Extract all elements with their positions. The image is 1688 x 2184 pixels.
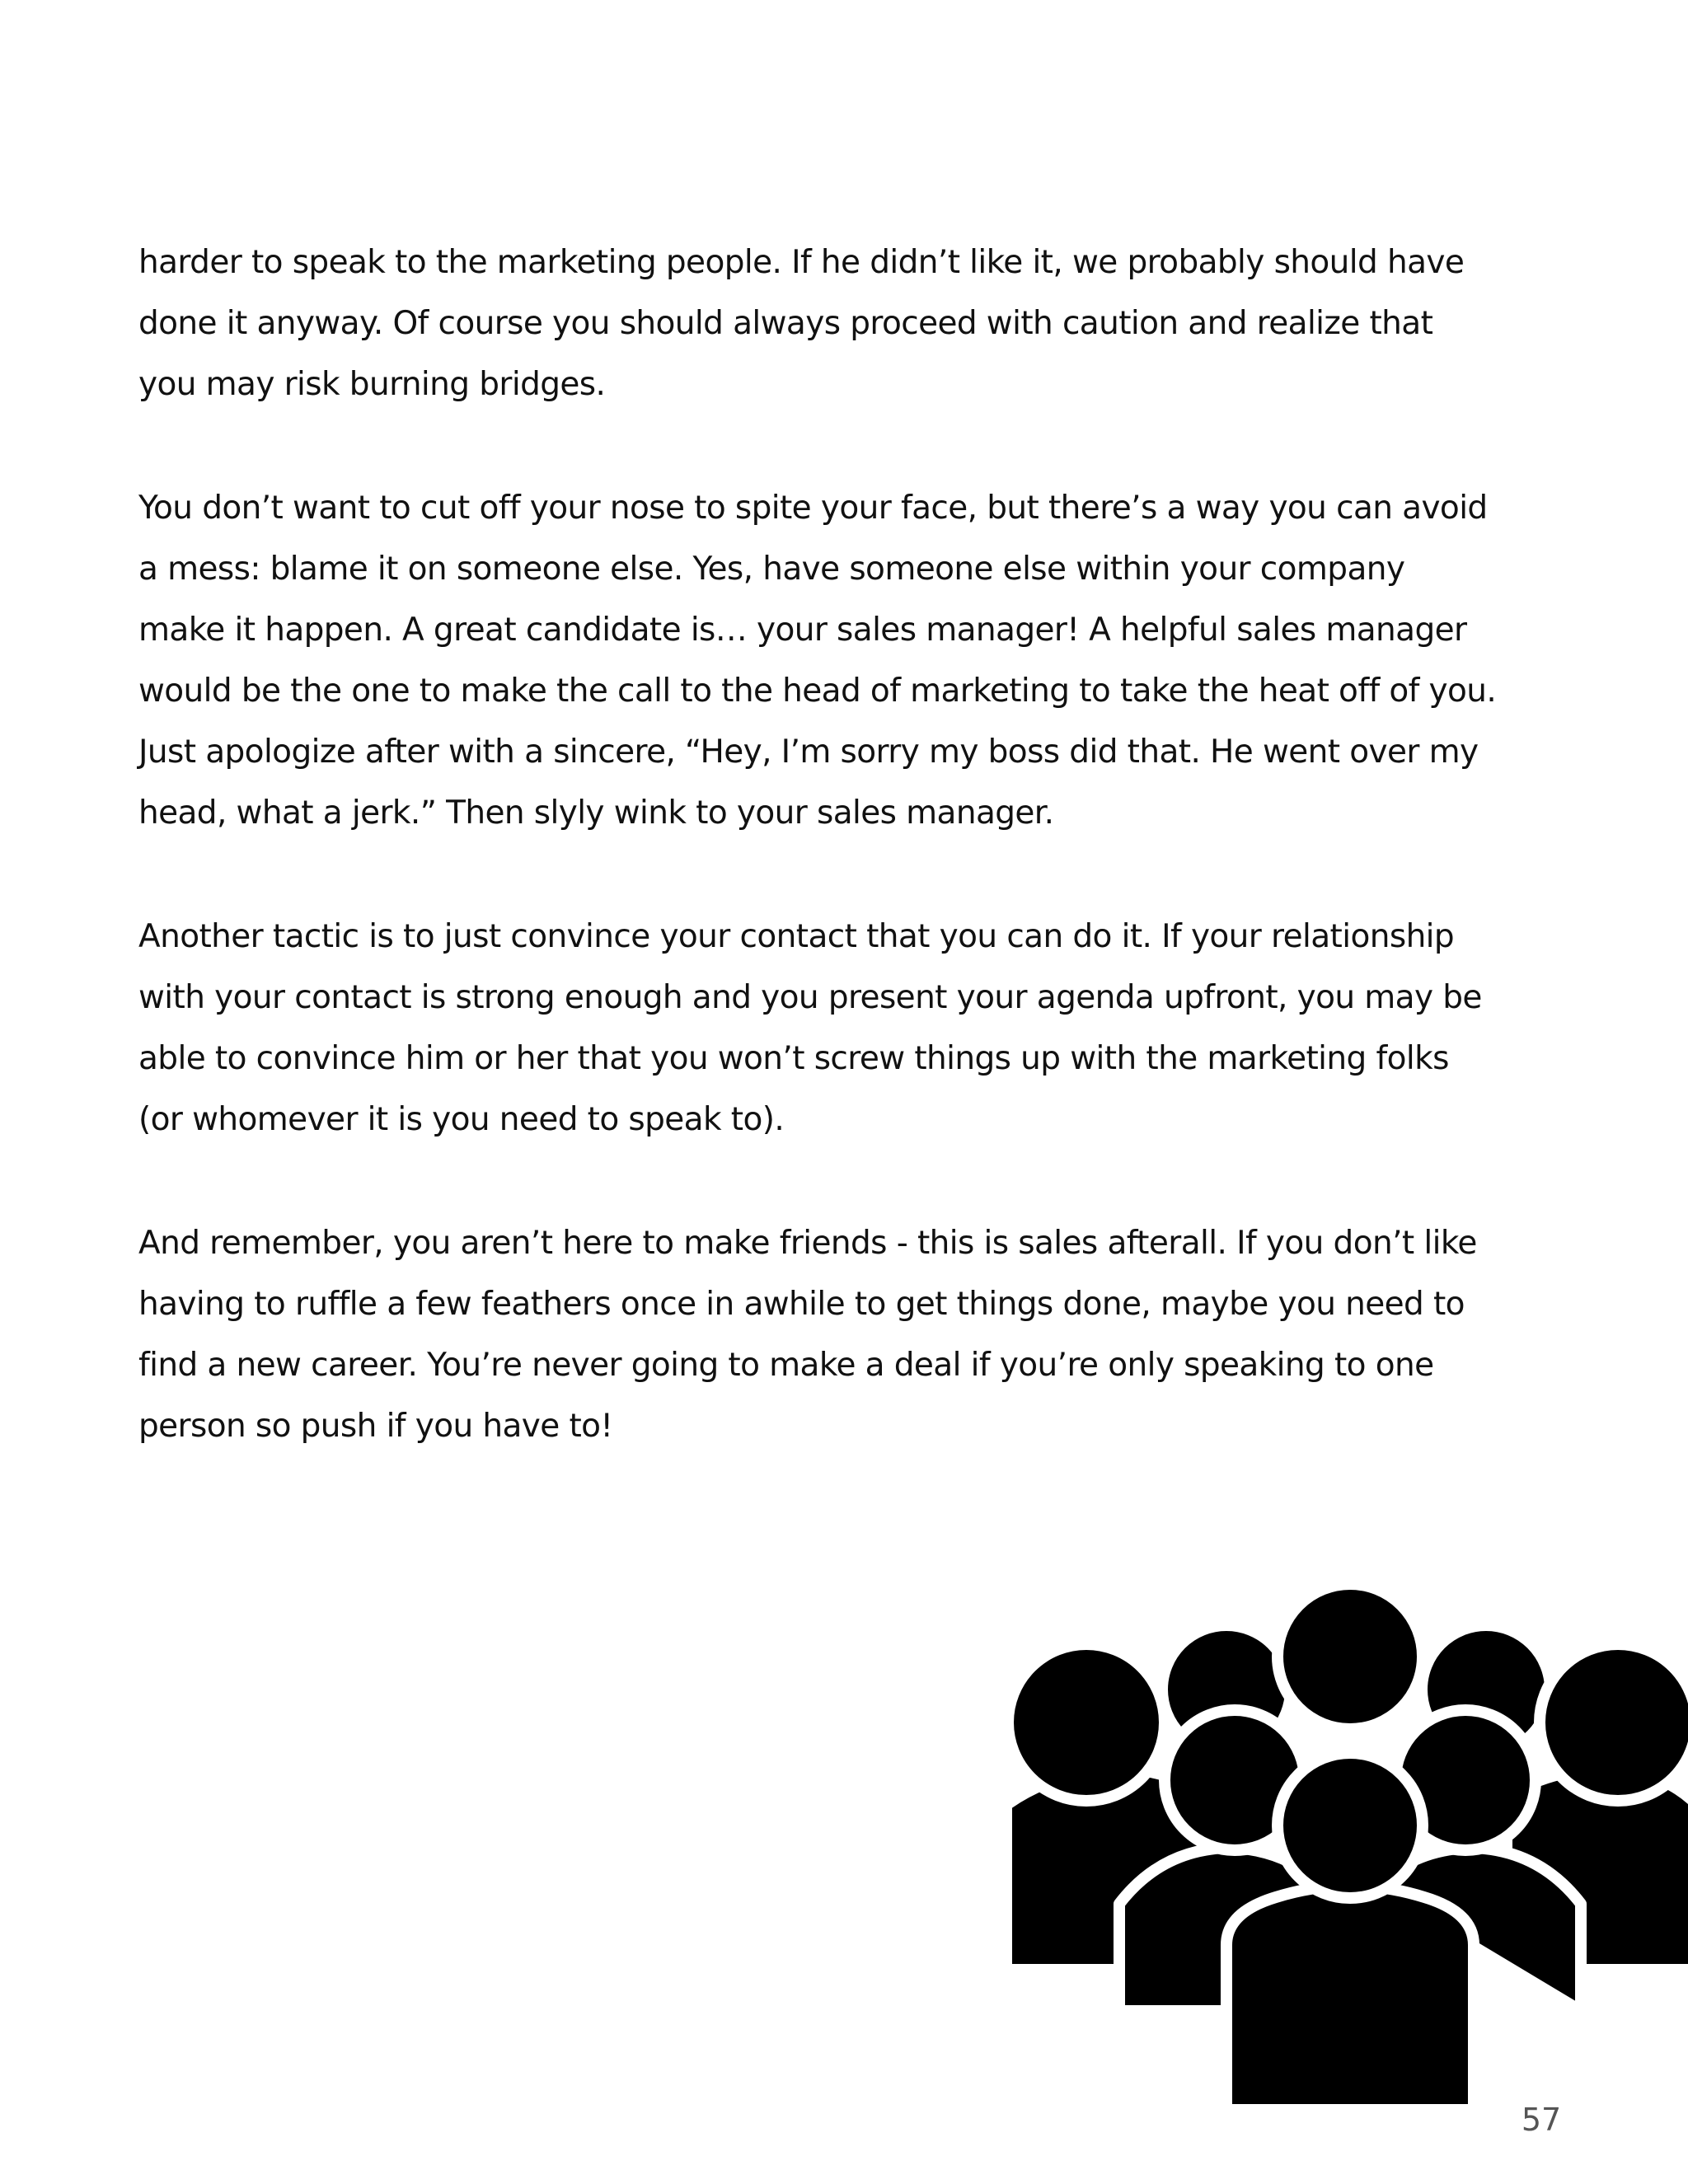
page-number: 57 <box>1521 2102 1562 2138</box>
text-line: (or whomever it is you need to speak to). <box>138 1101 785 1138</box>
text-line: you may risk burning bridges. <box>138 366 606 403</box>
text-line: And remember, you aren’t here to make friends - this is sales afterall. If you don’t like <box>138 1225 1477 1262</box>
paragraph-3 <box>138 907 1490 1151</box>
text-line: find a new career. You’re never going to make a deal if you’re only speaking to one <box>138 1347 1434 1384</box>
text-line: having to ruffle a few feathers once in awhile to get things done, maybe you need to <box>138 1286 1465 1323</box>
text-line: person so push if you have to! <box>138 1408 613 1445</box>
text-line: You don’t want to cut off your nose to spite your face, but there’s a way you can avoid <box>138 490 1488 527</box>
paragraph-4 <box>138 1213 1490 1457</box>
paragraph-1 <box>138 232 1490 415</box>
text-line: Just apologize after with a sincere, “Hey, I’m sorry my boss did that. He went over my <box>138 733 1479 771</box>
text-line: a mess: blame it on someone else. Yes, have someone else within your company <box>138 551 1405 588</box>
text-line: would be the one to make the call to the head of marketing to take the heat off of you. <box>138 673 1497 710</box>
group-of-people-icon <box>1012 1582 1688 2110</box>
text-line: Another tactic is to just convince your contact that you can do it. If your relationship <box>138 918 1455 955</box>
paragraph-2 <box>138 478 1497 844</box>
text-line: able to convince him or her that you won’t screw things up with the marketing folks <box>138 1040 1449 1077</box>
text-line: with your contact is strong enough and you present your agenda upfront, you may be <box>138 979 1482 1016</box>
body-text <box>138 232 1497 1520</box>
text-line: done it anyway. Of course you should always proceed with caution and realize that <box>138 305 1433 342</box>
text-line: harder to speak to the marketing people. If he didn’t like it, we probably should have <box>138 244 1465 281</box>
text-line: make it happen. A great candidate is… your sales manager! A helpful sales manager <box>138 612 1467 649</box>
text-line: head, what a jerk.” Then slyly wink to your sales manager. <box>138 794 1054 832</box>
